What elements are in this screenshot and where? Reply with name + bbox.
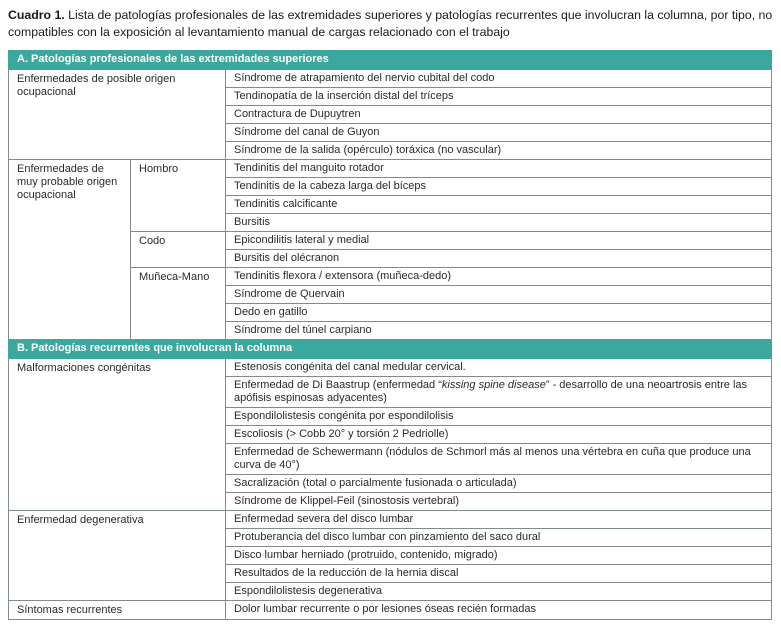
pathology-item: Enfermedad severa del disco lumbar	[226, 511, 772, 529]
pathology-item: Síndrome de atrapamiento del nervio cubital del codo	[226, 70, 772, 88]
table-caption	[8, 7, 778, 41]
caption-label: Cuadro 1.	[8, 8, 65, 22]
pathology-item: Síndrome del canal de Guyon	[226, 124, 772, 142]
table-row	[9, 359, 772, 377]
pathology-item: Tendinitis del manguito rotador	[226, 160, 772, 178]
pathology-item-baastrup	[226, 377, 772, 408]
baastrup-text-start: Enfermedad de Di Baastrup (enfermedad “	[234, 379, 442, 391]
baastrup-text-italic: kissing spine disease	[441, 379, 546, 391]
pathology-item: Espondilolistesis congénita por espondilolisis	[226, 408, 772, 426]
caption-text: Lista de patologías profesionales de las extremidades superiores y patologías recurrentes que involucran la columna, por tipo, no compatibles con la exposición al levantamiento manual de cargas relacionado con el trabajo	[8, 8, 773, 39]
pathology-item: Estenosis congénita del canal medular cervical.	[226, 359, 772, 377]
pathology-item: Síndrome del túnel carpiano	[226, 322, 772, 340]
pathology-item: Síndrome de Klippel-Feil (sinostosis vertebral)	[226, 493, 772, 511]
section-a-title: A. Patologías profesionales de las extremidades superiores	[9, 51, 772, 70]
pathology-item: Disco lumbar herniado (protruido, contenido, migrado)	[226, 547, 772, 565]
table-row	[9, 70, 772, 88]
baastrup-text-end: ” - desarrollo de una neoartrosis entre las apófisis espinosas adyacentes)	[234, 379, 748, 404]
pathology-item: Bursitis	[226, 214, 772, 232]
category-congenital-malformations: Malformaciones congénitas	[9, 359, 226, 511]
pathologies-table	[8, 50, 772, 620]
pathology-item: Enfermedad de Schewermann (nódulos de Schmorl más al menos una vértebra en cuña que produce una curva de 40°)	[226, 444, 772, 475]
body-region-elbow: Codo	[131, 232, 226, 268]
pathology-item: Epicondilitis lateral y medial	[226, 232, 772, 250]
table-row	[9, 160, 772, 178]
pathology-item: Tendinopatía de la inserción distal del tríceps	[226, 88, 772, 106]
category-recurrent-symptoms: Síntomas recurrentes	[9, 601, 226, 620]
pathology-item: Dolor lumbar recurrente o por lesiones óseas recién formadas	[226, 601, 772, 620]
section-a-header	[9, 51, 772, 70]
pathology-item: Protuberancia del disco lumbar con pinzamiento del saco dural	[226, 529, 772, 547]
pathology-item: Contractura de Dupuytren	[226, 106, 772, 124]
pathology-item: Síndrome de Quervain	[226, 286, 772, 304]
pathology-item: Dedo en gatillo	[226, 304, 772, 322]
table-row	[9, 511, 772, 529]
section-b-header	[9, 340, 772, 359]
pathology-item: Espondilolistesis degenerativa	[226, 583, 772, 601]
category-degenerative-disease: Enfermedad degenerativa	[9, 511, 226, 601]
pathology-item: Tendinitis calcificante	[226, 196, 772, 214]
body-region-shoulder: Hombro	[131, 160, 226, 232]
table-row	[9, 601, 772, 620]
category-probable-origin: Enfermedades de muy probable origen ocupacional	[9, 160, 131, 340]
body-region-wrist-hand: Muñeca-Mano	[131, 268, 226, 340]
pathology-item: Bursitis del olécranon	[226, 250, 772, 268]
pathology-item: Resultados de la reducción de la hernia discal	[226, 565, 772, 583]
pathology-item: Síndrome de la salida (opérculo) toráxica (no vascular)	[226, 142, 772, 160]
pathology-item: Tendinitis de la cabeza larga del bíceps	[226, 178, 772, 196]
pathology-item: Tendinitis flexora / extensora (muñeca-dedo)	[226, 268, 772, 286]
category-possible-origin: Enfermedades de posible origen ocupacional	[9, 70, 226, 160]
pathology-item: Escoliosis (> Cobb 20° y torsión 2 Pedriolle)	[226, 426, 772, 444]
section-b-title: B. Patologías recurrentes que involucran la columna	[9, 340, 772, 359]
pathology-item: Sacralización (total o parcialmente fusionada o articulada)	[226, 475, 772, 493]
